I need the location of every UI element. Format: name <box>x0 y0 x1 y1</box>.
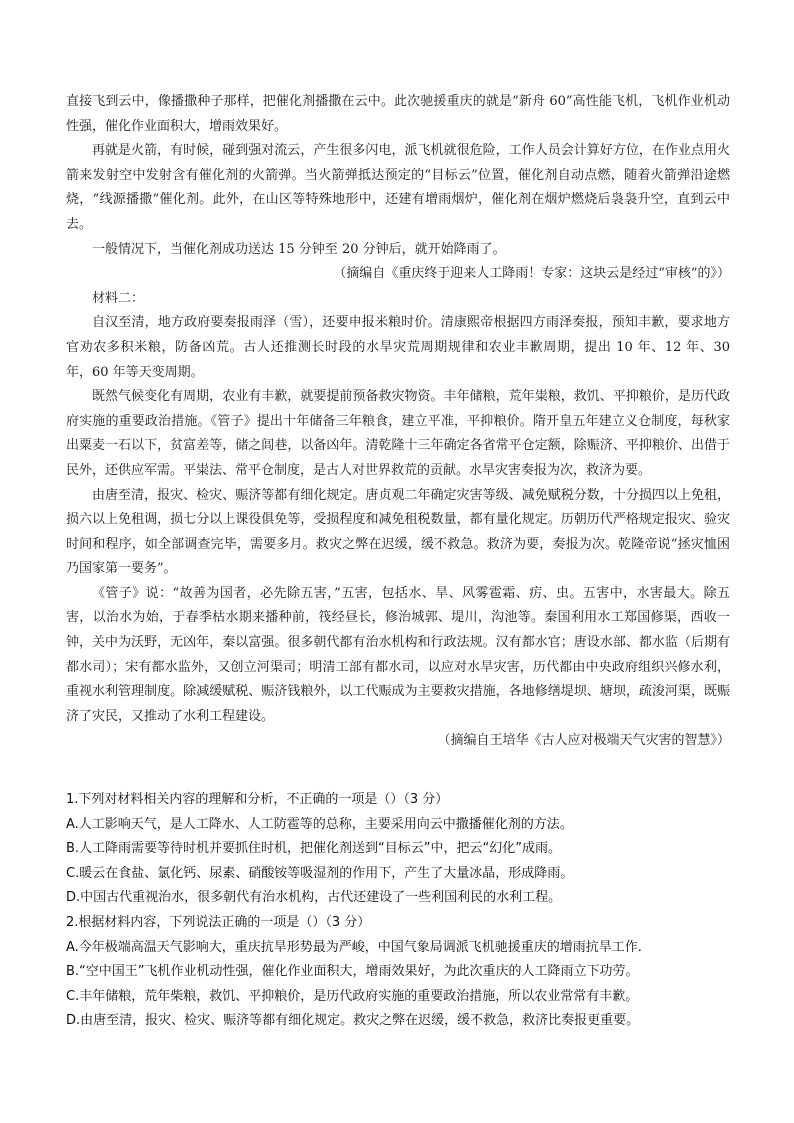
paragraph: 自汉至清，地方政府要奏报雨泽（雪），还要申报米粮时价。清康熙帝根据四方雨泽奏报，预知丰歉，要求地方官劝农多积米粮，防备凶荒。古人还推测长时段的水旱灾荒周期规律和农业丰歉周期，提出 10 年、12 年、30 年，60 年等天变周期。 <box>66 315 730 380</box>
paragraph: 既然气候变化有周期，农业有丰歉，就要提前预备救灾物资。丰年储粮，荒年粜粮，救饥、平抑粮价，是历代政府实施的重要政治措施。《管子》提出十年储备三年粮食，建立平准，平抑粮价。隋开皇五年建立义仓制度，每秋家出粟麦一石以下，贫富差等，储之闾巷，以备凶年。清乾隆十三年确定各省常平仓定额，除赈济、平抑粮价、出借于民外，还供应军需。平粜法、常平仓制度，是古人对世界救荒的贡献。水旱灾害奏报为次，救济为要。 <box>66 389 730 478</box>
question-section <box>66 788 730 1034</box>
answer-option: B.人工降雨需要等待时机并要抓住时机，把催化剂送到“目标云”中，把云“幻化”成雨。 <box>66 841 561 857</box>
question-stem: 2.根据材料内容，下列说法正确的一项是（）（3 分） <box>66 914 371 930</box>
answer-option: A.今年极端高温天气影响大，重庆抗旱形势最为严峻，中国气象局调派飞机驰援重庆的增雨抗旱工作. <box>66 939 642 955</box>
material-label: 材料二： <box>92 290 145 306</box>
paragraph: 一般情况下，当催化剂成功送达 15 分钟至 20 分钟后，就开始降雨了。 <box>92 241 506 257</box>
source-citation: （摘编自王培华《古人应对极端天气灾害的智慧》） <box>437 733 730 749</box>
paragraph: 由唐至清，报灾、检灾、赈济等都有细化规定。唐贞观二年确定灾害等级、减免赋税分数，十分损四以上免租，损六以上免租调，损七分以上课役俱免等，受损程度和减免租税数量，都有量化规定。历朝历代严格规定报灾、验灾时间和程序，如全部调查完毕，需要多月。救灾之弊在迟缓，缓不救急。救济为要，奏报为次。乾隆帝说“拯灾恤困乃国家第一要务”。 <box>66 487 730 577</box>
question-stem: 1.下列对材料相关内容的理解和分析，不正确的一项是（）（3 分） <box>66 792 449 807</box>
answer-option: C.暖云在食盐、氯化钙、尿素、硝酸铵等吸湿剂的作用下，产生了大量冰晶，形成降雨。 <box>66 865 574 881</box>
answer-option: D.中国古代重视治水，很多朝代有治水机构，古代还建设了一些利国利民的水利工程。 <box>66 890 562 906</box>
paragraph: 再就是火箭，有时候，碰到强对流云，产生很多闪电，派飞机就很危险，工作人员会计算好方位，在作业点用火箭来发射空中发射含有催化剂的火箭弹。当火箭弹抵达预定的“目标云”位置，催化剂自动点燃，随着火箭弹沿途燃烧，“线源播撒”催化剂。此外，在山区等特殊地形中，还建有增雨烟炉，催化剂在烟炉燃烧后袅袅升空，直到云中去。 <box>66 143 730 232</box>
answer-option: B.“空中国王”飞机作业机动性强，催化作业面积大，增雨效果好，为此次重庆的人工降雨立下功劳。 <box>66 964 639 980</box>
reading-passage <box>66 90 730 754</box>
source-citation: （摘编自《重庆终于迎来人工降雨！专家：这块云是经过“审核”的》） <box>333 266 730 282</box>
paragraph: 《管子》说：“故善为国者，必先除五害，”五害，包括水、旱、风雾雹霜、疠、虫。五害中，水害最大。除五害，以治水为始，于春季枯水期来播种前，筏经昼长，修治城郭、堤川，沟池等。秦国利用水工郑国修渠，西收一钟，关中为沃野，无凶年，秦以富强。很多朝代都有治水机构和行政法规。汉有都水官；唐设水部、都水监（后期有都水司）；宋有都水监外，又创立河渠司；明清工部有都水司，以应对水旱灾害，历代都由中央政府组织兴修水利，重视水利管理制度。除减缓赋税、赈济钱粮外，以工代赈成为主要救灾措施，各地修缮堤坝、塘坝，疏浚河渠，既赈济了灾民，又推动了水利工程建设。 <box>66 585 730 724</box>
paragraph: 直接飞到云中，像播撒种子那样，把催化剂播撒在云中。此次驰援重庆的就是“新舟 60”高性能飞机，飞机作业机动性强，催化作业面积大，增雨效果好。 <box>66 94 730 134</box>
answer-option: C.丰年储粮，荒年柴粮，救饥、平抑粮价，是历代政府实施的重要政治措施，所以农业常常有丰歉。 <box>66 988 639 1004</box>
answer-option: A.人工影响天气，是人工降水、人工防雹等的总称，主要采用向云中撒播催化剂的方法。 <box>66 816 573 832</box>
answer-option: D.由唐至清，报灾、检灾、赈济等都有细化规定。救灾之弊在迟缓，缓不救急，救济比奏报更重要。 <box>66 1013 640 1029</box>
